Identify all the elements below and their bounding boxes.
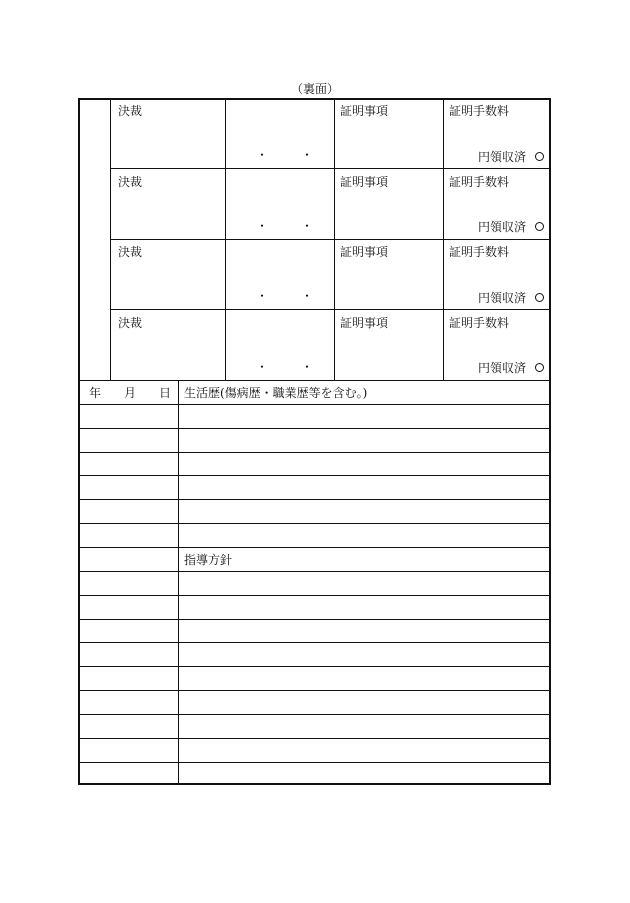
fee-label: 証明手数料 bbox=[449, 316, 510, 330]
date-dot-icon: ・ bbox=[256, 360, 269, 374]
history-row-line bbox=[78, 714, 551, 715]
history-row-line bbox=[78, 738, 551, 739]
decision-row-divider-2 bbox=[110, 239, 551, 240]
decision-label: 決裁 bbox=[118, 245, 143, 259]
certificate-item-label: 証明事項 bbox=[340, 316, 389, 330]
decision-label: 決裁 bbox=[118, 316, 143, 330]
certificate-item-label: 証明事項 bbox=[340, 104, 389, 118]
page-title: （裏面） bbox=[290, 82, 339, 96]
fee-label: 証明手数料 bbox=[449, 245, 510, 259]
history-row-line bbox=[78, 642, 551, 643]
receipt-circle-icon bbox=[535, 152, 544, 161]
date-dot-icon: ・ bbox=[256, 289, 269, 303]
receipt-label: 円領収済 bbox=[478, 150, 527, 164]
history-row-line bbox=[78, 428, 551, 429]
history-row-line bbox=[78, 666, 551, 667]
date-dot-icon: ・ bbox=[301, 289, 314, 303]
receipt-label: 円領収済 bbox=[478, 220, 527, 234]
history-row-line bbox=[78, 762, 551, 763]
decision-row-divider-1 bbox=[110, 168, 551, 169]
history-day-header: 日 bbox=[159, 386, 172, 400]
history-row-line bbox=[78, 619, 551, 620]
life-history-header: 生活歴(傷病歴・職業歴等を含む。) bbox=[184, 386, 368, 400]
decision-label: 決裁 bbox=[118, 175, 143, 189]
history-row-line bbox=[78, 595, 551, 596]
fee-label: 証明手数料 bbox=[449, 175, 510, 189]
history-row-line bbox=[78, 452, 551, 453]
decision-section-bottom bbox=[78, 380, 551, 381]
date-dot-icon: ・ bbox=[301, 360, 314, 374]
history-year-header: 年 bbox=[89, 386, 102, 400]
receipt-circle-icon bbox=[535, 363, 544, 372]
history-row-line bbox=[78, 499, 551, 500]
decision-row-divider-3 bbox=[110, 309, 551, 310]
guidance-policy-header: 指導方針 bbox=[184, 553, 233, 567]
decision-label: 決裁 bbox=[118, 104, 143, 118]
receipt-label: 円領収済 bbox=[478, 361, 527, 375]
history-row-line bbox=[78, 690, 551, 691]
date-dot-icon: ・ bbox=[256, 148, 269, 162]
history-date-column-divider bbox=[178, 380, 179, 785]
certificate-item-label: 証明事項 bbox=[340, 175, 389, 189]
history-row-line bbox=[78, 475, 551, 476]
history-row-line bbox=[78, 547, 551, 548]
receipt-label: 円領収済 bbox=[478, 291, 527, 305]
certificate-item-label: 証明事項 bbox=[340, 245, 389, 259]
fee-label: 証明手数料 bbox=[449, 104, 510, 118]
history-row-line bbox=[78, 523, 551, 524]
history-row-line bbox=[78, 571, 551, 572]
receipt-circle-icon bbox=[535, 222, 544, 231]
date-dot-icon: ・ bbox=[256, 219, 269, 233]
history-row-line bbox=[78, 404, 551, 405]
date-dot-icon: ・ bbox=[301, 148, 314, 162]
date-dot-icon: ・ bbox=[301, 219, 314, 233]
history-month-header: 月 bbox=[124, 386, 137, 400]
receipt-circle-icon bbox=[535, 293, 544, 302]
form-frame bbox=[78, 98, 551, 785]
